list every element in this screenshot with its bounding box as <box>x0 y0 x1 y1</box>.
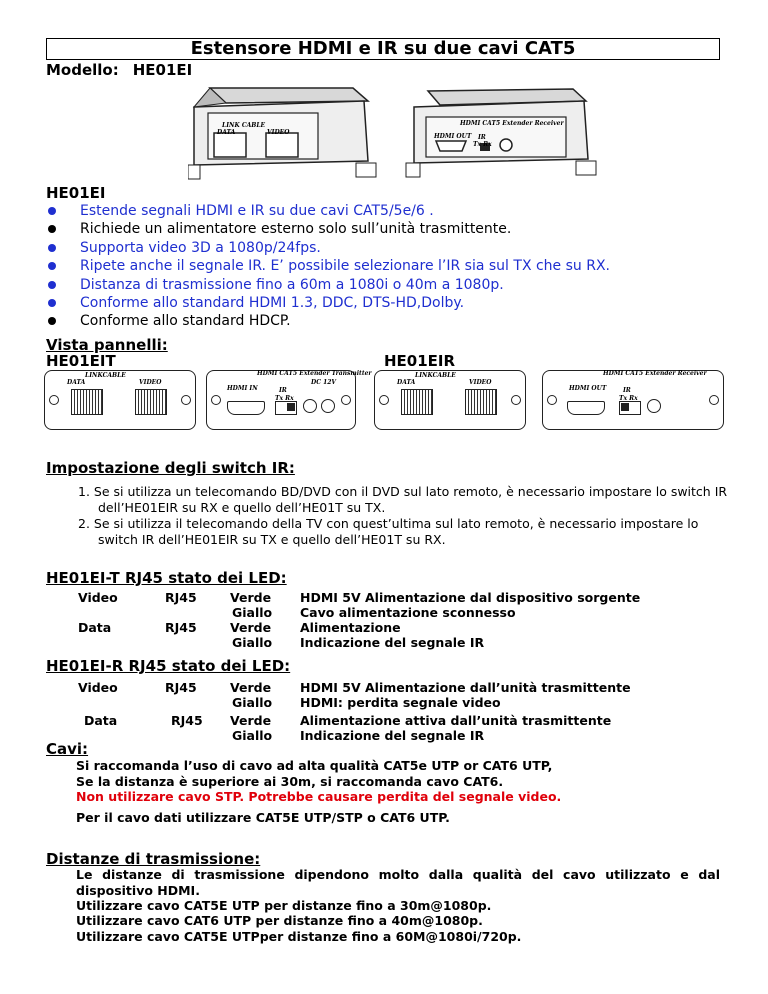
model-value: HE01EI <box>132 61 193 79</box>
led-r-row-video-port: RJ45 <box>165 680 197 695</box>
distances-line-1: Utilizzare cavo CAT5E UTP per distanze fino a 30m@1080p. <box>76 898 492 913</box>
feature-item: Supporta video 3D a 1080p/24fps. <box>46 239 610 257</box>
panel-rx-title: HDMI CAT5 Extender Receiver <box>603 370 707 377</box>
panels-tx-label: HE01EIT <box>46 352 116 370</box>
hdmi-out-port <box>567 401 605 415</box>
panel-linkcable: LINKCABLE <box>415 372 456 379</box>
led-t-row-video-d1: HDMI 5V Alimentazione dal dispositivo sorgente <box>300 590 641 605</box>
feature-item: Distanza di trasmissione fino a 60m a 1080i o 40m a 1080p. <box>46 276 610 294</box>
panel-ir: IR <box>279 387 287 394</box>
cables-line-2: Se la distanza è superiore ai 30m, si raccomanda cavo CAT6. <box>76 774 504 789</box>
distances-line-2: Utilizzare cavo CAT6 UTP per distanze fino a 40m@1080p. <box>76 913 483 928</box>
led-r-row-data-d1: Alimentazione attiva dall’unità trasmittente <box>300 713 612 728</box>
distances-heading: Distanze di trasmissione: <box>46 850 261 868</box>
led-t-row-video-port: RJ45 <box>165 590 197 605</box>
photo-rx-tx-rx: Tx Rx <box>473 141 492 148</box>
led-t-row-data-port: RJ45 <box>165 620 197 635</box>
panel-linkcable: LINKCABLE <box>85 372 126 379</box>
dc-jack <box>321 399 335 413</box>
panel-tx-rx: Tx Rx <box>619 395 638 402</box>
led-t-row-data-d1: Alimentazione <box>300 620 401 635</box>
panel-dc: DC 12V <box>311 379 337 386</box>
panel-hdmi-out: HDMI OUT <box>569 385 607 392</box>
product-photos <box>188 83 598 183</box>
page-title: Estensore HDMI e IR su due cavi CAT5 <box>46 38 720 60</box>
led-r-row-data-c2: Giallo <box>232 728 273 743</box>
feature-item: Ripete anche il segnale IR. E’ possibile selezionare l’IR sia sul TX che su RX. <box>46 257 610 275</box>
panels-rx-label: HE01EIR <box>384 352 456 370</box>
feature-item: Estende segnali HDMI e IR su due cavi CAT5/5e/6 . <box>46 202 610 220</box>
panel-video: VIDEO <box>469 379 492 386</box>
led-t-row-data-c1: Verde <box>230 620 272 635</box>
ir-switch <box>619 401 641 415</box>
led-t-row-video-d2: Cavo alimentazione sconnesso <box>300 605 516 620</box>
led-r-row-video-name: Video <box>78 680 118 695</box>
led-r-row-video-c1: Verde <box>230 680 272 695</box>
led-r-row-video-d2: HDMI: perdita segnale video <box>300 695 501 710</box>
ir-switch-item-1 <box>78 484 728 516</box>
led-t-row-data-d2: Indicazione del segnale IR <box>300 635 485 650</box>
photo-rx-ir: IR <box>478 134 486 141</box>
panel-data: DATA <box>67 379 86 386</box>
panel-video: VIDEO <box>139 379 162 386</box>
led-r-row-data-c1: Verde <box>230 713 272 728</box>
model-label: Modello: <box>46 61 119 79</box>
led-t-row-video-c1: Verde <box>230 590 272 605</box>
rj45-data-port <box>71 389 103 415</box>
feature-item: Conforme allo standard HDCP. <box>46 312 610 330</box>
led-t-row-video-name: Video <box>78 590 118 605</box>
rj45-data-port <box>401 389 433 415</box>
ir-switch-text: 2. Se si utilizza il telecomando della TV con quest’ultima sul lato remoto, è necessario impostare lo switch IR dell’HE01EIR su TX e quello dell’HE01T su RX. <box>78 516 699 547</box>
panel-hdmi-in: HDMI IN <box>227 385 258 392</box>
photo-rx-title: HDMI CAT5 Extender Receiver <box>460 120 564 127</box>
feature-item: Conforme allo standard HDMI 1.3, DDC, DTS-HD,Dolby. <box>46 294 610 312</box>
panels-heading: Vista pannelli: <box>46 336 168 354</box>
photo-tx-video: VIDEO <box>267 129 290 136</box>
ir-switch-text: 1. Se si utilizza un telecomando BD/DVD con il DVD sul lato remoto, è necessario impostare lo switch IR dell’HE01EIR su RX e quello dell’HE01T su TX. <box>78 484 728 515</box>
model-line <box>46 61 192 79</box>
panel-rx-link <box>374 370 526 430</box>
panel-tx-rx: Tx Rx <box>275 395 294 402</box>
led-r-heading: HE01EI-R RJ45 stato dei LED: <box>46 657 291 675</box>
distances-line-3: Utilizzare cavo CAT5E UTPper distanze fino a 60M@1080i/720p. <box>76 929 522 944</box>
rj45-video-port <box>465 389 497 415</box>
led-r-row-data-port: RJ45 <box>171 713 203 728</box>
panel-tx-title: HDMI CAT5 Extender Transmitter <box>257 370 372 377</box>
photo-tx-data: DATA <box>217 129 236 136</box>
cables-warning: Non utilizzare cavo STP. Potrebbe causare perdita del segnale video. <box>76 789 562 804</box>
led-r-row-data-d2: Indicazione del segnale IR <box>300 728 485 743</box>
cables-heading: Cavi: <box>46 740 89 758</box>
photo-tx-linkcable: LINK CABLE <box>222 122 266 129</box>
led-t-row-data-name: Data <box>78 620 112 635</box>
led-r-row-data-name: Data <box>84 713 118 728</box>
features-list <box>46 202 610 331</box>
panel-data: DATA <box>397 379 416 386</box>
panel-tx-link <box>44 370 196 430</box>
ir-switch-item-2 <box>78 516 728 548</box>
led-t-heading: HE01EI-T RJ45 stato dei LED: <box>46 569 287 587</box>
distances-paragraph: Le distanze di trasmissione dipendono molto dalla qualità del cavo utilizzato e dal dispositivo HDMI. <box>76 867 720 898</box>
led-r-row-video-c2: Giallo <box>232 695 273 710</box>
ir-switch <box>275 401 297 415</box>
features-heading: HE01EI <box>46 184 106 202</box>
panel-rx-hdmi <box>542 370 724 430</box>
led-r-row-video-d1: HDMI 5V Alimentazione dall’unità trasmittente <box>300 680 631 695</box>
ir-switch-heading: Impostazione degli switch IR: <box>46 459 295 477</box>
led-t-row-data-c2: Giallo <box>232 635 273 650</box>
cables-line-1: Si raccomanda l’uso di cavo ad alta qualità CAT5e UTP or CAT6 UTP, <box>76 758 553 773</box>
hdmi-in-port <box>227 401 265 415</box>
panel-tx-hdmi <box>206 370 372 430</box>
photo-rx-hdmi-out: HDMI OUT <box>434 133 472 140</box>
panel-ir: IR <box>623 387 631 394</box>
cables-line-4: Per il cavo dati utilizzare CAT5E UTP/STP o CAT6 UTP. <box>76 810 450 825</box>
ir-jack <box>303 399 317 413</box>
ir-jack <box>647 399 661 413</box>
rj45-video-port <box>135 389 167 415</box>
led-t-row-video-c2: Giallo <box>232 605 273 620</box>
feature-item: Richiede un alimentatore esterno solo sull’unità trasmittente. <box>46 220 610 238</box>
